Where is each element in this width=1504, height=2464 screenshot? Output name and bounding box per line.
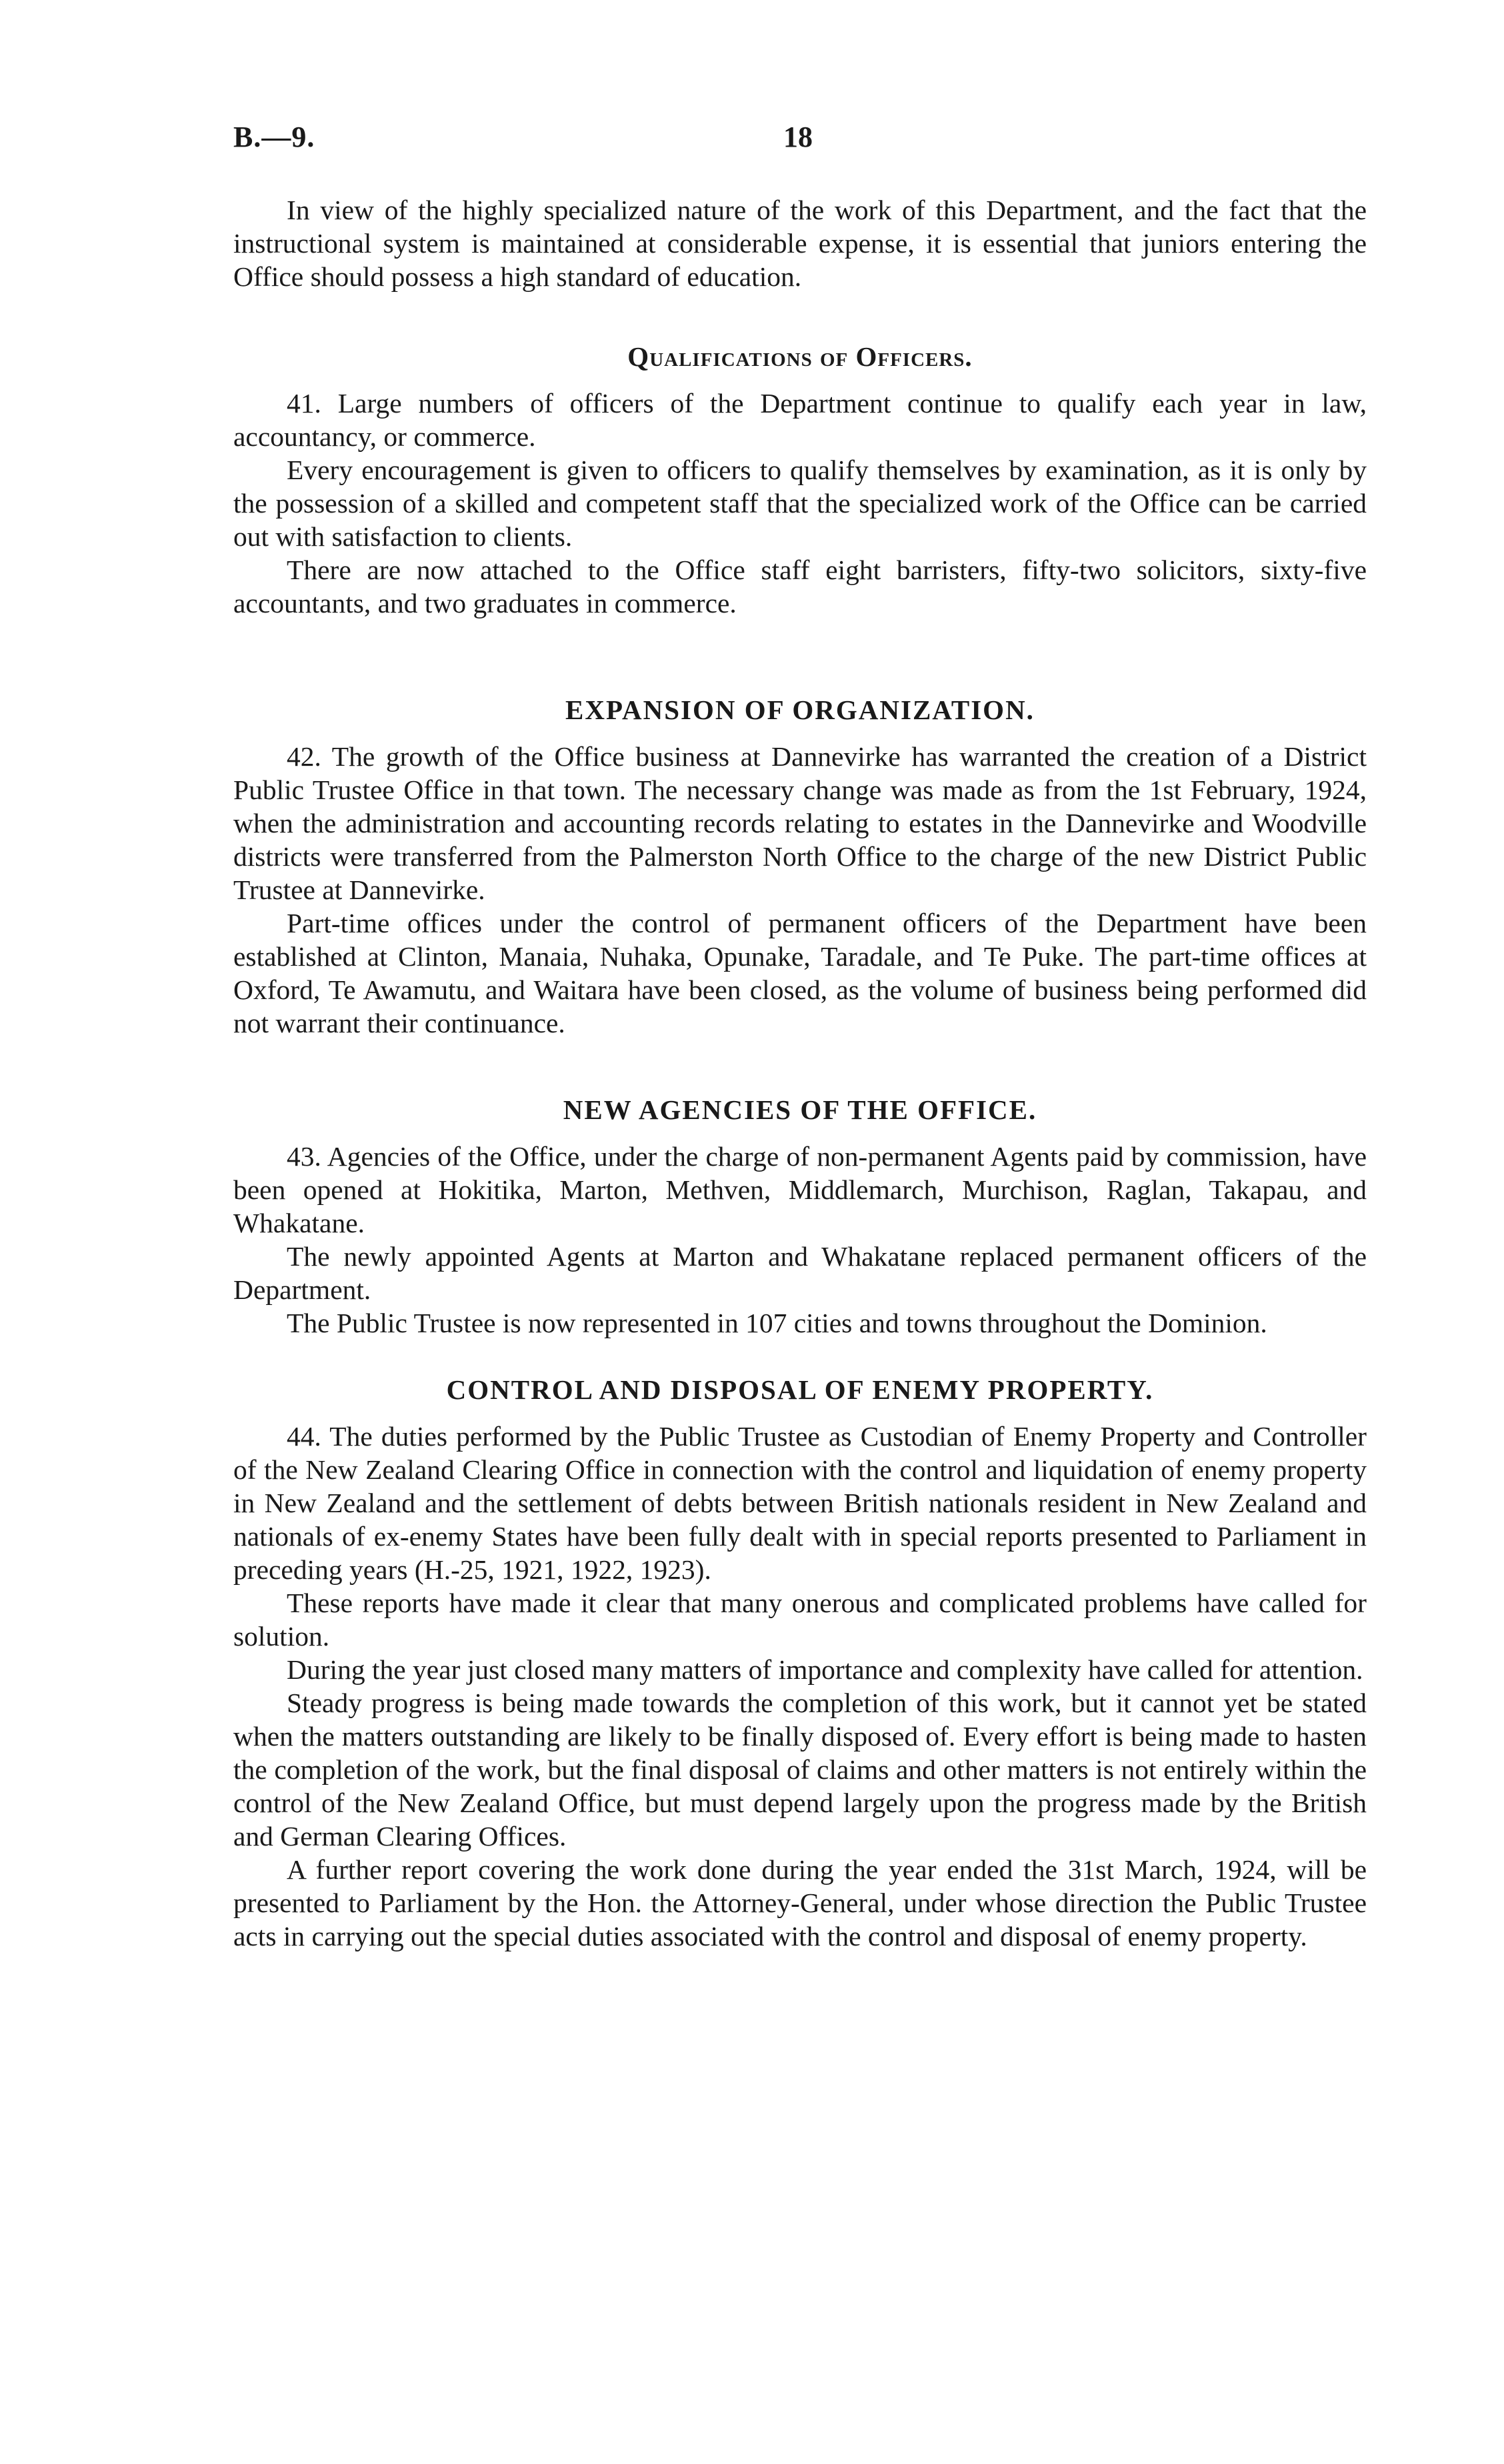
page-number: 18 [783, 121, 813, 153]
paragraph: 43. Agencies of the Office, under the charge of non-permanent Agents paid by commission, have been opened at Hokitika, Marton, Methven, Middlemarch, Murchison, Raglan, Takapau, and Whakatane. [233, 1141, 1367, 1238]
paragraph: 42. The growth of the Office business at Dannevirke has warranted the creation of a District Public Trustee Office in that town. The necessary change was made as from the 1st February, 1924, when the administration and accounting records relating to estates in the Dannevirke and Woodville districts were transferred from the Palmerston North Office to the charge of the new District Public Trustee at Dannevirke. [233, 741, 1367, 905]
intro-paragraph: In view of the highly specialized nature of the work of this Department, and the fact that the instructional system is maintained at considerable expense, it is essential that juniors entering the Office should possess a high standard of education. [233, 195, 1367, 292]
paragraph: 41. Large numbers of officers of the Department continue to qualify each year in law, accountancy, or commerce. [233, 388, 1367, 452]
document-reference: B.—9. [233, 121, 315, 153]
page-body [233, 193, 1367, 1953]
paragraph: The Public Trustee is now represented in 107 cities and towns throughout the Dominion. [287, 1308, 1267, 1338]
section-heading-agencies: NEW AGENCIES OF THE OFFICE. [563, 1094, 1037, 1125]
section-heading-qualifications: Qualifications of Officers. [627, 341, 973, 372]
paragraph: Steady progress is being made towards the completion of this work, but it cannot yet be stated when the matters outstanding are likely to be finally disposed of. Every effort is being made to hasten the completion of the work, but the final disposal of claims and other matters is not entirely within the control of the New Zealand Office, but must depend largely upon the progress made by the British and German Clearing Offices. [233, 1688, 1367, 1851]
paragraph: Part-time offices under the control of permanent officers of the Department have been established at Clinton, Manaia, Nuhaka, Opunake, Taradale, and Te Puke. The part-time offices at Oxford, Te Awamutu, and Waitara have been closed, as the volume of business being performed did not warrant their continuance. [233, 908, 1367, 1038]
paragraph: 44. The duties performed by the Public Trustee as Custodian of Enemy Property and Controller of the New Zealand Clearing Office in connection with the control and liquidation of enemy property in New Zealand and the settlement of debts between British nationals resident in New Zealand and nationals of ex-enemy States have been fully dealt with in special reports presented to Parliament in preceding years (H.-25, 1921, 1922, 1923). [233, 1421, 1367, 1585]
paragraph: There are now attached to the Office staff eight barristers, fifty-two solicitors, sixty-five accountants, and two graduates in commerce. [233, 555, 1367, 618]
paragraph: These reports have made it clear that many onerous and complicated problems have called for solution. [233, 1588, 1367, 1652]
section-heading-enemy-property: CONTROL AND DISPOSAL OF ENEMY PROPERTY. [446, 1374, 1154, 1405]
paragraph: Every encouragement is given to officers to qualify themselves by examination, as it is only by the possession of a skilled and competent staff that the specialized work of the Office can be carried out with satisfaction to clients. [233, 455, 1367, 552]
page-header [233, 120, 1367, 167]
paragraph: During the year just closed many matters of importance and complexity have called for attention. [287, 1654, 1363, 1685]
section-heading-expansion: EXPANSION OF ORGANIZATION. [565, 694, 1035, 725]
paragraph: A further report covering the work done during the year ended the 31st March, 1924, will be presented to Parliament by the Hon. the Attorney-General, under whose direction the Public Trustee acts in carrying out the special duties associated with the control and disposal of enemy property. [233, 1854, 1367, 1951]
paragraph: The newly appointed Agents at Marton and Whakatane replaced permanent officers of the Department. [233, 1241, 1367, 1305]
